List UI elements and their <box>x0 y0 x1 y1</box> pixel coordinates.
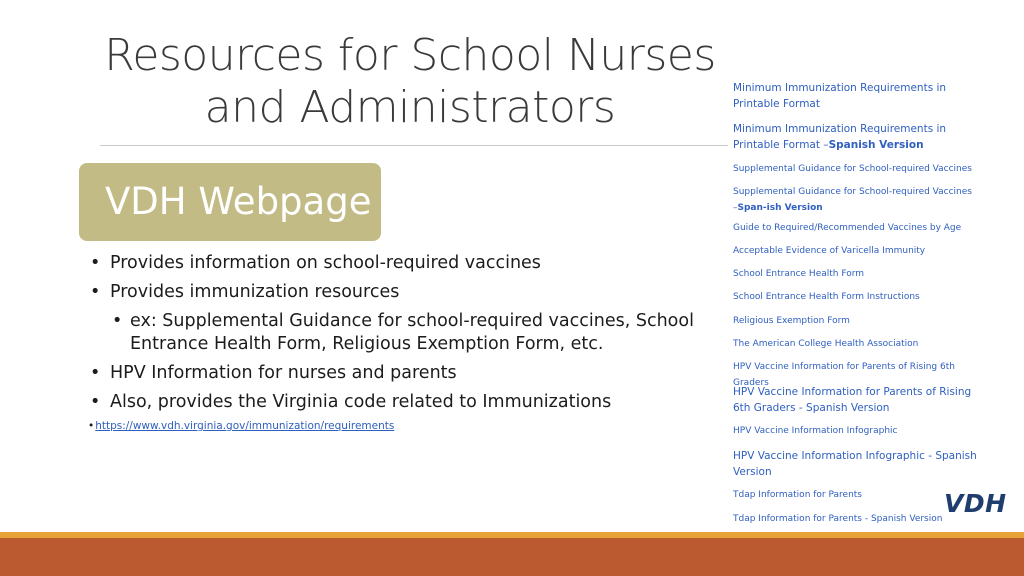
link-supplemental-guidance-spanish[interactable] <box>733 185 978 216</box>
link-tdap-parents-spanish[interactable]: Tdap Information for Parents - Spanish Version <box>733 514 943 524</box>
spanish-version-label: Spanish Version <box>828 139 924 151</box>
link-bullet: • <box>88 420 95 432</box>
requirements-link[interactable]: https://www.vdh.virginia.gov/immunization/requirements <box>95 420 395 432</box>
link-supplemental-guidance[interactable]: Supplemental Guidance for School-required Vaccines <box>733 164 972 174</box>
link-hpv-infographic[interactable]: HPV Vaccine Information Infographic <box>733 426 898 436</box>
bullet-list <box>88 252 708 432</box>
link-religious-exemption[interactable]: Religious Exemption Form <box>733 316 850 326</box>
link-min-immunization-spanish[interactable] <box>733 121 978 153</box>
bullet-immunization-resources: • Provides immunization resources <box>88 281 708 304</box>
link-school-entrance-form[interactable]: School Entrance Health Form <box>733 269 865 279</box>
link-hpv-infographic-spanish[interactable]: HPV Vaccine Information Infographic - Spanish Version <box>733 450 977 478</box>
link-min-immunization-printable[interactable]: Minimum Immunization Requirements in Printable Format <box>733 82 947 110</box>
link-min-immunization-spanish-text: Minimum Immunization Requirements in Printable Format – <box>733 123 947 151</box>
link-american-college-health[interactable]: The American College Health Association <box>733 339 919 349</box>
link-school-entrance-instructions[interactable]: School Entrance Health Form Instructions <box>733 292 920 302</box>
requirements-link-line <box>88 420 708 432</box>
vdh-webpage-badge: VDH Webpage <box>79 163 381 241</box>
spanish-version-label-2: Span-ish Version <box>737 202 823 213</box>
bullet-school-vaccines: • Provides information on school-required vaccines <box>88 252 708 275</box>
link-varicella-immunity[interactable]: Acceptable Evidence of Varicella Immunity <box>733 246 926 256</box>
link-hpv-rising-6th-spanish[interactable]: HPV Vaccine Information for Parents of Rising 6th Graders - Spanish Version <box>733 386 972 414</box>
title-divider <box>100 145 728 146</box>
bullet-examples: • ex: Supplemental Guidance for school-required vaccines, School Entrance Health Form, Religious Exemption Form, etc. <box>88 310 708 356</box>
link-supplemental-guidance-spanish-text: Supplemental Guidance for School-required Vaccines – <box>733 187 972 213</box>
vdh-logo: VDH <box>944 489 1007 518</box>
link-tdap-parents[interactable]: Tdap Information for Parents <box>733 490 862 500</box>
slide-title: Resources for School Nurses and Administrators <box>104 30 716 133</box>
bullet-hpv-info: • HPV Information for nurses and parents <box>88 362 708 385</box>
link-hpv-rising-6th[interactable]: HPV Vaccine Information for Parents of Rising 6th Graders <box>733 362 955 388</box>
link-vaccines-by-age[interactable]: Guide to Required/Recommended Vaccines by Age <box>733 223 962 233</box>
footer-band <box>0 538 1024 576</box>
bullet-virginia-code: • Also, provides the Virginia code related to Immunizations <box>88 391 708 414</box>
